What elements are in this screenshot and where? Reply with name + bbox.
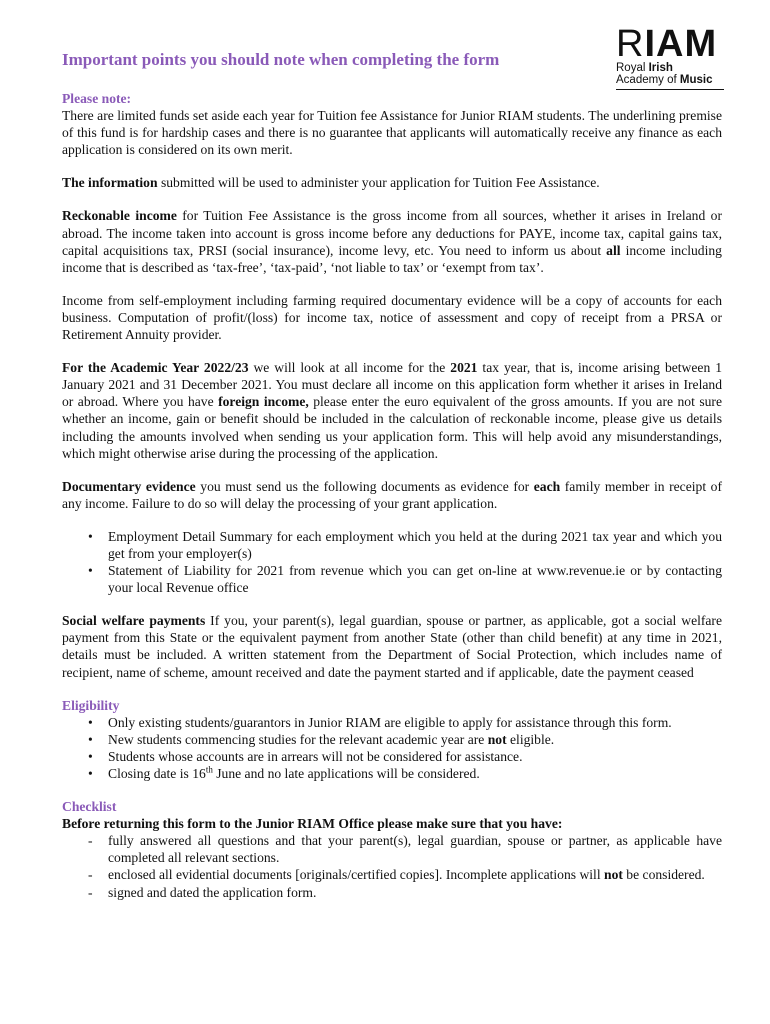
list-item [62,832,722,866]
documentary-evidence-list [62,528,722,596]
academic-year-bold-1: For the Academic Year 2022/23 [62,360,249,376]
list-item-text: Students whose accounts are in arrears will not be considered for assistance. [108,748,523,764]
checklist-heading: Checklist [62,799,117,815]
dash-icon: - [88,833,93,849]
list-item-text: Only existing students/guarantors in Junior RIAM are eligible to apply for assistance through this form. [108,714,672,730]
reckonable-bold: Reckonable income [62,208,177,224]
academic-year-bold-3: foreign income, [218,394,309,410]
bullet-icon: • [88,714,93,730]
bullet-icon: • [88,731,93,747]
list-item-text-end: be considered. [622,867,705,883]
social-welfare-paragraph [62,612,722,680]
list-item-bold: not [604,867,623,883]
academic-year-text-1: we will look at all income for the [248,360,451,376]
list-item [62,528,722,562]
logo-line-2-b: Music [679,74,713,86]
reckonable-bold-2: all [606,242,621,258]
checklist-subheading: Before returning this form to the Junior RIAM Office please make sure that you have: [62,816,563,832]
list-item-text-end: June and no late applications will be considered. [212,766,480,781]
bullet-icon: • [88,748,93,764]
reckonable-income-paragraph [62,207,722,275]
list-item [62,866,722,883]
please-note-section [62,90,722,158]
list-item-text: Statement of Liability for 2021 from revenue which you can get on-line at www.revenue.ie or by contacting your local Revenue office [108,563,722,596]
academic-year-paragraph [62,359,722,462]
dash-icon: - [88,884,93,900]
dash-icon: - [88,867,93,883]
bullet-icon: • [88,563,93,579]
logo-wordmark-r: R [616,23,645,65]
bullet-icon: • [88,528,93,544]
information-paragraph [62,174,722,191]
logo-line-2 [616,74,726,86]
academic-year-text-2: tax year, that is, income arising between 1 January 2021 and 31 December 2021. You must declare all income on this application form whether it arises in Ireland or abroad. Where you have [62,360,723,410]
logo-wordmark-iam: IAM [644,23,718,65]
documentary-text-2: family member in receipt of any income. Failure to do so will delay the processing of your grant application. [62,478,723,511]
list-item [62,748,722,765]
information-bold: The information [62,175,158,191]
list-item-bold: not [487,731,507,747]
list-item-text: New students commencing studies for the relevant academic year are [108,731,488,747]
bullet-icon: • [88,766,93,781]
documentary-text-1: you must send us the following documents as evidence for [195,478,534,494]
list-item [62,731,722,748]
list-item [62,884,722,901]
reckonable-text-2: income including income that is described as ‘tax-free’, ‘tax-paid’, ‘not liable to tax’ or ‘exempt from tax’. [62,242,722,275]
list-item-text: enclosed all evidential documents [originals/certified copies]. Incomplete applications will [108,867,605,883]
logo-line-1-a: Royal [616,62,649,74]
self-employment-paragraph: Income from self-employment including farming required documentary evidence will be a copy of accounts for each business. Computation of profit/(loss) for income tax, notice of assessment and copy of receipt from a PRSA or Retirement Annuity provider. [62,292,722,343]
list-item [62,714,722,731]
social-welfare-bold: Social welfare payments [62,613,206,629]
list-item [62,562,722,596]
logo-line-1-b: Irish [648,62,673,74]
reckonable-text-1: for Tuition Fee Assistance is the gross income from all sources, whether it arises in Ireland or abroad. The income taken into account is gross income before any deductions for PAYE, income tax, capital gains tax, capital acquisitions tax, PRSI (social insurance), income levy, etc. You need to inform us about [62,208,722,258]
checklist-list [62,832,722,900]
page-title: Important points you should note when completing the form [62,50,500,69]
list-item-text: fully answered all questions and that your parent(s), legal guardian, spouse or partner, as applicable have completed all relevant sections. [108,833,722,866]
date-superscript: th [205,764,213,775]
logo-wordmark [616,23,726,65]
eligibility-heading: Eligibility [62,697,120,713]
document-body [62,90,722,901]
academic-year-bold-2: 2021 [450,360,478,376]
riam-logo [616,23,726,90]
please-note-text: There are limited funds set aside each year for Tuition fee Assistance for Junior RIAM students. The underlining premise of this fund is for hardship cases and there is no guarantee that applicants will automatically receive any finance as each application is considered on its own merit. [62,108,722,158]
social-welfare-text: If you, your parent(s), legal guardian, spouse or partner, as applicable, got a social welfare payment from this State or the equivalent payment from another State (other than child benefit) at any time in 2021, details must be included. A written statement from the Department of Social Protection, which includes name of recipient, name of scheme, amount received and date the payment started and if applicable, date the payment ceased [62,613,722,680]
logo-line-2-a: Academy of [616,74,680,86]
please-note-heading: Please note: [62,91,132,106]
documentary-bold-2: each [533,478,561,494]
academic-year-text-3: please enter the euro equivalent of the gross amounts. If you are not sure whether an income, gain or benefit should be included in the calculation of reckonable income, please give us details including the amounts involved when sending us your application form. This will help avoid any misunderstandings, which might otherwise arise during the processing of the application. [62,394,722,461]
documentary-bold-1: Documentary evidence [62,478,196,494]
information-text: submitted will be used to administer your application for Tuition Fee Assistance. [157,175,600,191]
documentary-evidence-paragraph [62,478,722,512]
eligibility-list [62,714,722,782]
list-item-text: Employment Detail Summary for each employment which you held at the during 2021 tax year and which you get from your employer(s) [108,528,722,561]
list-item-text-end: eligible. [506,731,555,747]
list-item-text: Closing date is 16 [108,766,206,781]
list-item-text: signed and dated the application form. [108,884,317,900]
list-item [62,765,722,782]
